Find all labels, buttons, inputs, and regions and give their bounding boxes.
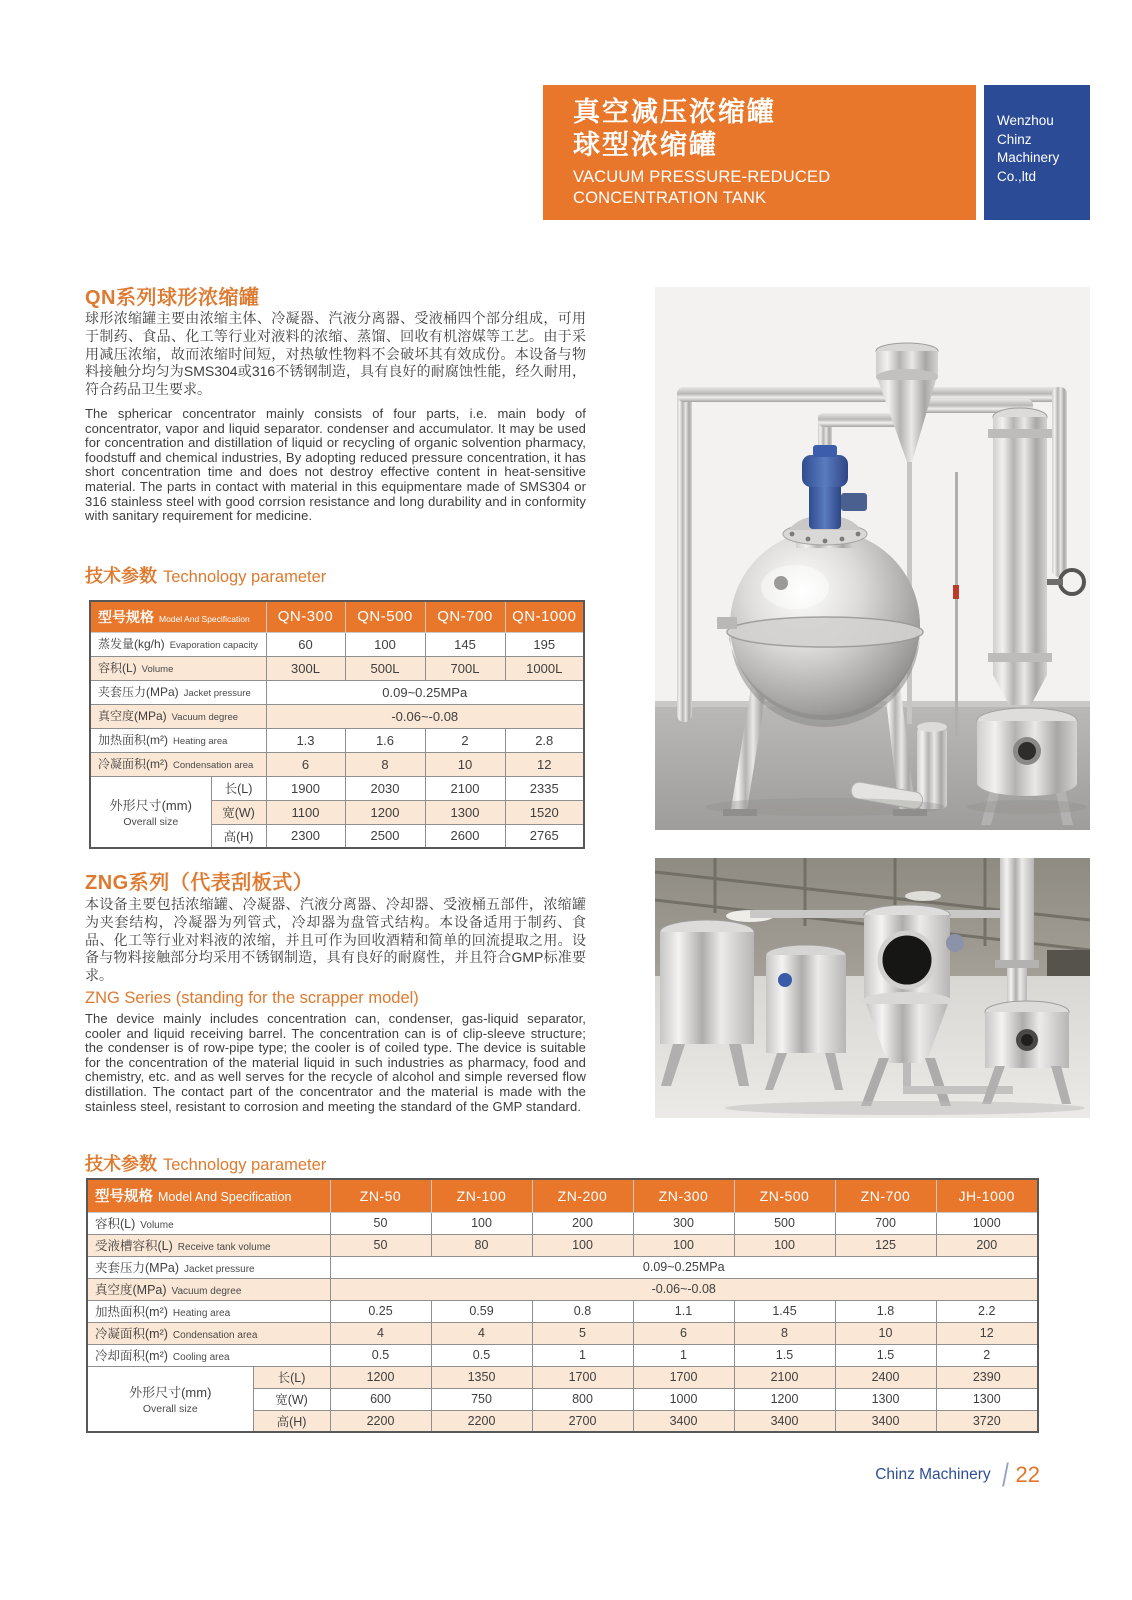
spec-row bbox=[87, 1234, 1038, 1256]
model-spec-header-cell bbox=[90, 601, 266, 632]
value-cell: 2100 bbox=[734, 1366, 835, 1388]
title-cn-line1: 真空减压浓缩罐 bbox=[573, 97, 776, 127]
label-en: Cooling area bbox=[172, 1351, 230, 1363]
overall-label-cn: 外形尺寸(mm) bbox=[129, 1385, 212, 1401]
value-cell: 100 bbox=[734, 1234, 835, 1256]
label-en: Receive tank volume bbox=[177, 1241, 271, 1253]
overall-size-label-cell bbox=[90, 776, 211, 848]
company-line: Machinery bbox=[997, 150, 1060, 165]
title-banner bbox=[543, 85, 976, 220]
tech-title-cn: 技术参数 bbox=[85, 566, 157, 586]
value-cell: 600 bbox=[330, 1388, 431, 1410]
overall-label-cn: 外形尺寸(mm) bbox=[109, 798, 192, 814]
value-cell: 1520 bbox=[505, 800, 584, 824]
table-header-row bbox=[90, 601, 584, 632]
label-cn: 型号规格 bbox=[95, 1189, 153, 1206]
value-cell: 50 bbox=[330, 1234, 431, 1256]
overall-label-en: Overall size bbox=[142, 1403, 198, 1416]
row-label-cell bbox=[87, 1344, 330, 1366]
value-cell: 500L bbox=[345, 656, 425, 680]
row-label-cell bbox=[87, 1256, 330, 1278]
spec-row bbox=[87, 1322, 1038, 1344]
value-cell: 10 bbox=[835, 1322, 936, 1344]
tech-title-cn: 技术参数 bbox=[85, 1154, 157, 1174]
value-cell: 800 bbox=[532, 1388, 633, 1410]
value-cell: 1100 bbox=[266, 800, 345, 824]
value-cell: 4 bbox=[431, 1322, 532, 1344]
zng-workshop-illustration bbox=[655, 858, 1090, 1118]
zng-spec-table-container bbox=[86, 1178, 1039, 1433]
value-cell: 1.8 bbox=[835, 1300, 936, 1322]
row-label-cell bbox=[87, 1234, 330, 1256]
value-cell: 2100 bbox=[425, 776, 505, 800]
qn-section-title: QN系列球形浓缩罐 bbox=[85, 287, 260, 309]
value-cell: 10 bbox=[425, 752, 505, 776]
value-cell: 2390 bbox=[936, 1366, 1038, 1388]
value-cell: 2600 bbox=[425, 824, 505, 848]
model-header-cell: QN-700 bbox=[425, 601, 505, 632]
model-header-cell: ZN-700 bbox=[835, 1179, 936, 1212]
footer-page-number: 22 bbox=[1015, 1462, 1040, 1487]
value-cell: 1.5 bbox=[734, 1344, 835, 1366]
value-cell: 12 bbox=[936, 1322, 1038, 1344]
label-cn: 加热面积(m²) bbox=[98, 733, 168, 747]
row-label-cell bbox=[87, 1278, 330, 1300]
title-en-line1: VACUUM PRESSURE-REDUCED bbox=[573, 168, 831, 186]
model-header-cell: QN-500 bbox=[345, 601, 425, 632]
qn-spec-table-container bbox=[89, 600, 585, 849]
value-cell: 125 bbox=[835, 1234, 936, 1256]
overall-size-row bbox=[87, 1366, 1038, 1388]
value-cell: 60 bbox=[266, 632, 345, 656]
label-cn: 容积(L) bbox=[98, 661, 137, 675]
table-header-row bbox=[87, 1179, 1038, 1212]
value-cell: 4 bbox=[330, 1322, 431, 1344]
value-cell: 300L bbox=[266, 656, 345, 680]
label-en: Jacket pressure bbox=[183, 688, 251, 699]
dimension-label-cell: 高(H) bbox=[253, 1410, 330, 1432]
value-cell: 100 bbox=[431, 1212, 532, 1234]
value-cell: 100 bbox=[633, 1234, 734, 1256]
label-cn: 型号规格 bbox=[98, 608, 154, 625]
value-cell: 3400 bbox=[633, 1410, 734, 1432]
dimension-label-cell: 长(L) bbox=[253, 1366, 330, 1388]
value-cell: 300 bbox=[633, 1212, 734, 1234]
value-cell: 2 bbox=[936, 1344, 1038, 1366]
zng-paragraph-en: The device mainly includes concentration can, condenser, gas-liquid separator, cooler and liquid receiving barrel. The concentration can is of clip-sleeve structure; the condenser is of row-pipe type; the cooler is of coiled type. The device is suitable for the concentration of the material liquid in such industries as pharmacy, food and chemistry, etc. and as well serves for the recycle of alcohol and simple reversed flow distillation. The contact part of the concentrator and the material is made with the stainless steel, resistant to corrosion and meeting the standard of the GMP standard. bbox=[85, 1011, 586, 1114]
value-cell: 1200 bbox=[330, 1366, 431, 1388]
label-cn: 冷凝面积(m²) bbox=[95, 1326, 168, 1341]
value-cell: 1 bbox=[532, 1344, 633, 1366]
value-cell: 0.09~0.25MPa bbox=[266, 680, 584, 704]
value-cell: 700 bbox=[835, 1212, 936, 1234]
qn-paragraph-en: The sphericar concentrator mainly consists of four parts, i.e. main body of concentrator, vapor and liquid separator. condenser and accumulator. It may be used for concentration and distillation of liquid or recycling of organic solvention pharmacy, foodstuff and chemical industries, By adopting reduced pressure concentration, it has short concentration time and does not destroy effective content in heat-sensitive material. The parts in contact with material in this equipmentare made of SMS304 or 316 stainless steel with good corrsion resistance and long durability and in conformity with sanitary requirement for medicine. bbox=[85, 406, 586, 524]
qn-spec-table bbox=[89, 600, 585, 849]
value-cell: 5 bbox=[532, 1322, 633, 1344]
company-line: Chinz bbox=[997, 131, 1032, 147]
label-cn: 夹套压力(MPa) bbox=[95, 1260, 180, 1275]
value-cell: 50 bbox=[330, 1212, 431, 1234]
label-cn: 真空度(MPa) bbox=[98, 709, 167, 723]
row-label-cell bbox=[90, 680, 266, 704]
value-cell: 2765 bbox=[505, 824, 584, 848]
value-cell: 2700 bbox=[532, 1410, 633, 1432]
value-cell: 1700 bbox=[633, 1366, 734, 1388]
overall-size-label-cell bbox=[87, 1366, 253, 1432]
value-cell: 1000L bbox=[505, 656, 584, 680]
row-label-cell bbox=[90, 632, 266, 656]
value-cell: 0.8 bbox=[532, 1300, 633, 1322]
value-cell: -0.06~-0.08 bbox=[266, 704, 584, 728]
value-cell: 200 bbox=[532, 1212, 633, 1234]
row-label-cell bbox=[90, 752, 266, 776]
model-spec-header-cell bbox=[87, 1179, 330, 1212]
spec-row bbox=[90, 752, 584, 776]
value-cell: 100 bbox=[345, 632, 425, 656]
page-footer bbox=[820, 1452, 1040, 1498]
dimension-label-cell: 宽(W) bbox=[211, 800, 266, 824]
row-label-cell bbox=[87, 1322, 330, 1344]
label-en: Model And Specification bbox=[159, 613, 250, 624]
value-cell: 1350 bbox=[431, 1366, 532, 1388]
title-cn-line2: 球型浓缩罐 bbox=[573, 130, 718, 160]
value-cell: 1300 bbox=[936, 1388, 1038, 1410]
qn-paragraph-cn: 球形浓缩罐主要由浓缩主体、冷凝器、汽液分离器、受液桶四个部分组成，可用于制药、食品、化工等行业对液料的浓缩、蒸馏、回收有机溶媒等工艺。由于采用减压浓缩，故而浓缩时间短，对热敏性物料不会破坏其有效成份。本设备与物料接触分均匀为SMS304或316不锈钢制造，具有良好的耐腐蚀性能，经久耐用，符合药品卫生要求。 bbox=[85, 310, 586, 398]
model-header-cell: ZN-500 bbox=[734, 1179, 835, 1212]
label-en: Volume bbox=[141, 664, 174, 675]
value-cell: 100 bbox=[532, 1234, 633, 1256]
spec-row bbox=[87, 1256, 1038, 1278]
qn-equipment-illustration bbox=[655, 287, 1090, 830]
spec-row bbox=[87, 1300, 1038, 1322]
footer-slash: / bbox=[1001, 1457, 1009, 1493]
model-header-cell: ZN-100 bbox=[431, 1179, 532, 1212]
spec-row bbox=[90, 632, 584, 656]
value-cell: 6 bbox=[633, 1322, 734, 1344]
value-cell: 1.45 bbox=[734, 1300, 835, 1322]
value-cell: 3400 bbox=[734, 1410, 835, 1432]
value-cell: 700L bbox=[425, 656, 505, 680]
model-header-cell: QN-1000 bbox=[505, 601, 584, 632]
value-cell: 2300 bbox=[266, 824, 345, 848]
value-cell: 2200 bbox=[330, 1410, 431, 1432]
value-cell: 80 bbox=[431, 1234, 532, 1256]
value-cell: 1.3 bbox=[266, 728, 345, 752]
value-cell: 0.5 bbox=[431, 1344, 532, 1366]
zng-spec-table bbox=[86, 1178, 1039, 1433]
qn-equipment-photo bbox=[655, 287, 1090, 830]
label-en: Heating area bbox=[172, 1307, 231, 1319]
value-cell: 2030 bbox=[345, 776, 425, 800]
label-cn: 冷却面积(m²) bbox=[95, 1348, 168, 1363]
value-cell: 1300 bbox=[425, 800, 505, 824]
zng-en-title: ZNG Series (standing for the scrapper model) bbox=[85, 989, 419, 1007]
spec-row bbox=[87, 1278, 1038, 1300]
tech-title-en: Technology parameter bbox=[163, 1156, 327, 1174]
label-cn: 容积(L) bbox=[95, 1216, 136, 1231]
spec-row bbox=[90, 680, 584, 704]
label-cn: 加热面积(m²) bbox=[95, 1304, 168, 1319]
value-cell: 1000 bbox=[936, 1212, 1038, 1234]
model-header-cell: ZN-200 bbox=[532, 1179, 633, 1212]
value-cell: 0.59 bbox=[431, 1300, 532, 1322]
value-cell: 195 bbox=[505, 632, 584, 656]
footer-brand: Chinz Machinery bbox=[875, 1466, 991, 1483]
label-en: Condensation area bbox=[172, 1329, 258, 1341]
value-cell: 2.2 bbox=[936, 1300, 1038, 1322]
value-cell: 1200 bbox=[345, 800, 425, 824]
value-cell: 2.8 bbox=[505, 728, 584, 752]
value-cell: 3400 bbox=[835, 1410, 936, 1432]
value-cell: 6 bbox=[266, 752, 345, 776]
label-cn: 夹套压力(MPa) bbox=[98, 685, 179, 699]
row-label-cell bbox=[90, 656, 266, 680]
value-cell: 200 bbox=[936, 1234, 1038, 1256]
dimension-label-cell: 高(H) bbox=[211, 824, 266, 848]
label-en: Vacuum degree bbox=[171, 712, 239, 723]
row-label-cell bbox=[90, 704, 266, 728]
zng-section-title: ZNG系列（代表刮板式） bbox=[85, 872, 314, 894]
label-cn: 蒸发量(kg/h) bbox=[98, 637, 165, 651]
row-label-cell bbox=[90, 728, 266, 752]
value-cell: 2 bbox=[425, 728, 505, 752]
model-header-cell: ZN-300 bbox=[633, 1179, 734, 1212]
dimension-label-cell: 长(L) bbox=[211, 776, 266, 800]
value-cell: 1000 bbox=[633, 1388, 734, 1410]
value-cell: -0.06~-0.08 bbox=[330, 1278, 1038, 1300]
tech-title-en: Technology parameter bbox=[163, 568, 327, 586]
value-cell: 8 bbox=[734, 1322, 835, 1344]
zng-paragraph-cn: 本设备主要包括浓缩罐、冷凝器、汽液分离器、冷却器、受液桶五部件，浓缩罐为夹套结构，冷凝器为列管式，冷却器为盘管式结构。本设备适用于制药、食品、化工等行业对料液的浓缩，并且可作为回收酒精和简单的回流提取之用。设备与物料接触部分均采用不锈钢制造，具有良好的耐腐性，并且符合GMP标准要求。 bbox=[85, 896, 586, 984]
row-label-cell bbox=[87, 1300, 330, 1322]
label-en: Jacket pressure bbox=[184, 1263, 255, 1275]
model-header-cell: QN-300 bbox=[266, 601, 345, 632]
company-banner bbox=[984, 85, 1090, 220]
value-cell: 2200 bbox=[431, 1410, 532, 1432]
value-cell: 0.5 bbox=[330, 1344, 431, 1366]
row-label-cell bbox=[87, 1212, 330, 1234]
label-en: Condensation area bbox=[173, 760, 254, 771]
label-cn: 冷凝面积(m²) bbox=[98, 757, 168, 771]
value-cell: 1.5 bbox=[835, 1344, 936, 1366]
label-cn: 真空度(MPa) bbox=[95, 1282, 167, 1297]
value-cell: 12 bbox=[505, 752, 584, 776]
value-cell: 1200 bbox=[734, 1388, 835, 1410]
value-cell: 1 bbox=[633, 1344, 734, 1366]
label-cn: 受液槽容积(L) bbox=[95, 1238, 173, 1253]
title-en-line2: CONCENTRATION TANK bbox=[573, 189, 767, 207]
company-line: Co.,ltd bbox=[997, 168, 1037, 184]
spec-row bbox=[87, 1344, 1038, 1366]
value-cell: 1.6 bbox=[345, 728, 425, 752]
spec-row bbox=[87, 1212, 1038, 1234]
tech-parameter-title-2 bbox=[85, 1150, 326, 1176]
label-en: Evaporation capacity bbox=[169, 640, 258, 651]
value-cell: 1900 bbox=[266, 776, 345, 800]
value-cell: 1.1 bbox=[633, 1300, 734, 1322]
spec-row bbox=[90, 704, 584, 728]
model-header-cell: ZN-50 bbox=[330, 1179, 431, 1212]
label-en: Volume bbox=[140, 1219, 174, 1231]
overall-size-row bbox=[90, 776, 584, 800]
model-header-cell: JH-1000 bbox=[936, 1179, 1038, 1212]
spec-row bbox=[90, 656, 584, 680]
value-cell: 750 bbox=[431, 1388, 532, 1410]
zng-workshop-photo bbox=[655, 858, 1090, 1118]
label-en: Vacuum degree bbox=[171, 1285, 242, 1297]
value-cell: 2335 bbox=[505, 776, 584, 800]
company-line: Wenzhou bbox=[997, 113, 1054, 128]
value-cell: 1700 bbox=[532, 1366, 633, 1388]
value-cell: 3720 bbox=[936, 1410, 1038, 1432]
tech-parameter-title-1 bbox=[85, 562, 326, 588]
value-cell: 2400 bbox=[835, 1366, 936, 1388]
value-cell: 8 bbox=[345, 752, 425, 776]
value-cell: 500 bbox=[734, 1212, 835, 1234]
value-cell: 2500 bbox=[345, 824, 425, 848]
value-cell: 1300 bbox=[835, 1388, 936, 1410]
overall-label-en: Overall size bbox=[123, 816, 179, 829]
value-cell: 145 bbox=[425, 632, 505, 656]
dimension-label-cell: 宽(W) bbox=[253, 1388, 330, 1410]
label-en: Model And Specification bbox=[158, 1190, 292, 1205]
value-cell: 0.09~0.25MPa bbox=[330, 1256, 1038, 1278]
value-cell: 0.25 bbox=[330, 1300, 431, 1322]
label-en: Heating area bbox=[173, 736, 228, 747]
spec-row bbox=[90, 728, 584, 752]
